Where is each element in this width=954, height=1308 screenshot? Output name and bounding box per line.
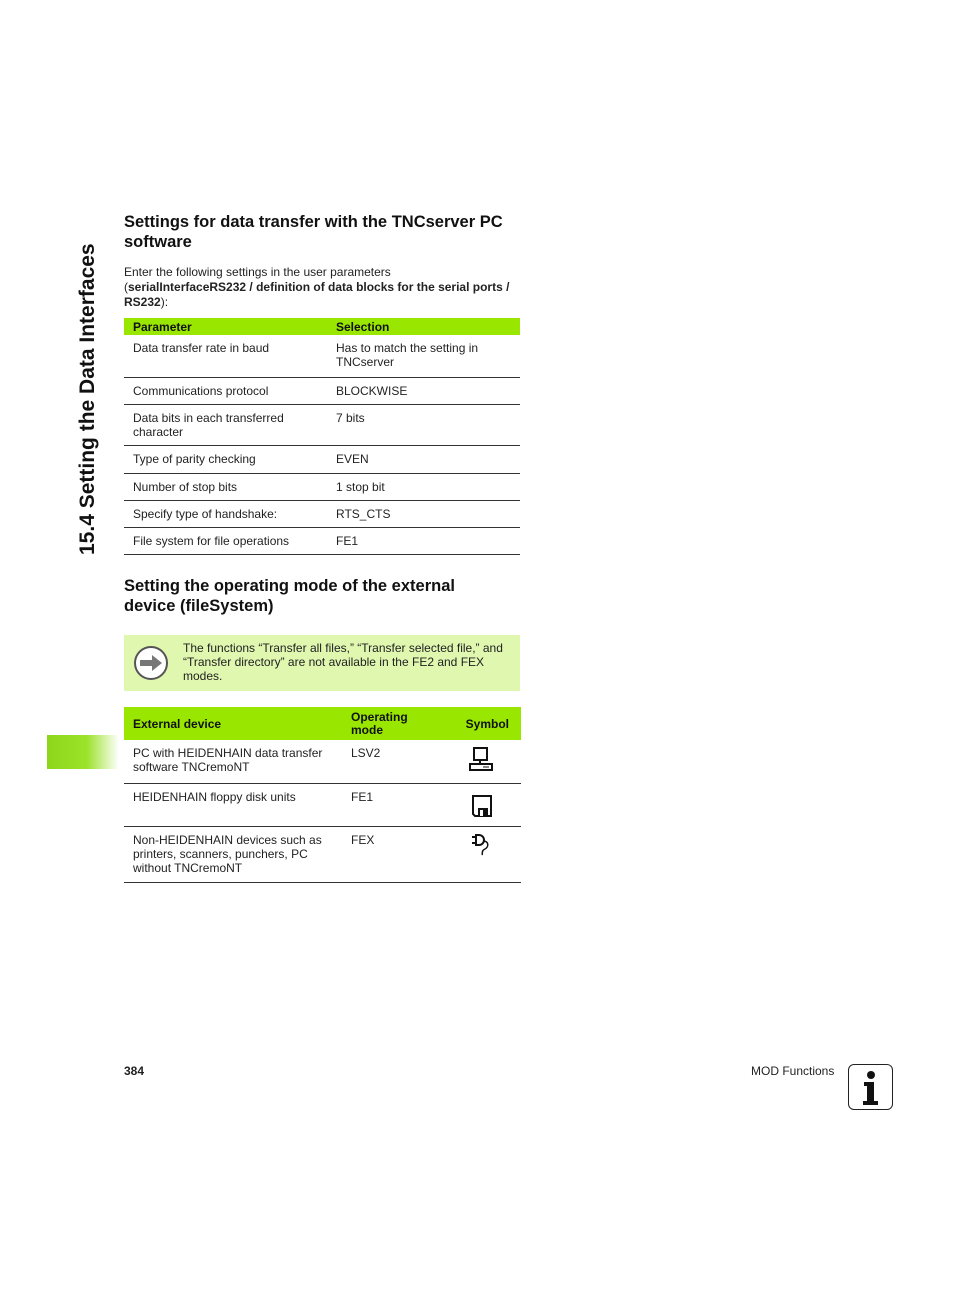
column-header: Parameter bbox=[124, 318, 327, 335]
arrow-right-icon bbox=[134, 646, 168, 680]
intro-paren: ): bbox=[160, 295, 169, 309]
cell: FEX bbox=[342, 826, 440, 882]
table-row bbox=[124, 500, 520, 527]
note-box bbox=[124, 635, 520, 691]
section-intro bbox=[124, 265, 524, 310]
cell: EVEN bbox=[327, 445, 520, 473]
footer-chapter: MOD Functions bbox=[751, 1064, 835, 1078]
cell: BLOCKWISE bbox=[327, 377, 520, 404]
settings-table bbox=[124, 318, 520, 555]
column-header: Selection bbox=[327, 318, 520, 335]
table-row bbox=[124, 783, 521, 826]
cell: File system for file operations bbox=[124, 527, 327, 554]
cell: Communications protocol bbox=[124, 377, 327, 404]
intro-parameter-path: serialInterfaceRS232 / definition of data blocks for the serial ports / RS232 bbox=[124, 280, 510, 309]
chapter-tab-marker bbox=[47, 735, 119, 769]
floppy-icon bbox=[440, 783, 521, 826]
note-text: The functions “Transfer all files,” “Transfer selected file,” and “Transfer directory” are not available in the FE2 and FEX modes. bbox=[183, 641, 503, 683]
info-icon bbox=[848, 1064, 893, 1110]
intro-text: Enter the following settings in the user parameters bbox=[124, 265, 391, 279]
table-row bbox=[124, 473, 520, 500]
page-number: 384 bbox=[124, 1064, 145, 1078]
cell: PC with HEIDENHAIN data transfer software TNCremoNT bbox=[124, 740, 342, 783]
intro-paren: ( bbox=[124, 280, 128, 294]
cell: HEIDENHAIN floppy disk units bbox=[124, 783, 342, 826]
table-row bbox=[124, 740, 521, 783]
cell: RTS_CTS bbox=[327, 500, 520, 527]
table-row bbox=[124, 377, 520, 404]
plug-icon bbox=[440, 826, 521, 882]
operating-mode-table bbox=[124, 707, 521, 883]
table-row bbox=[124, 826, 521, 882]
chapter-side-heading: 15.4 Setting the Data Interfaces bbox=[76, 243, 99, 555]
cell: 1 stop bit bbox=[327, 473, 520, 500]
cell: Has to match the setting in TNCserver bbox=[327, 335, 520, 377]
section-title-tncserver: Settings for data transfer with the TNCserver PC software bbox=[124, 213, 503, 251]
section-title-filesystem: Setting the operating mode of the external device (fileSystem) bbox=[124, 577, 455, 615]
cell: FE1 bbox=[327, 527, 520, 554]
pc-icon bbox=[440, 740, 521, 783]
cell: Type of parity checking bbox=[124, 445, 327, 473]
table-row bbox=[124, 527, 520, 554]
column-header: Operating mode bbox=[342, 707, 440, 740]
cell: LSV2 bbox=[342, 740, 440, 783]
table-row bbox=[124, 445, 520, 473]
cell: Non-HEIDENHAIN devices such as printers, scanners, punchers, PC without TNCremoNT bbox=[124, 826, 342, 882]
column-header: External device bbox=[124, 707, 342, 740]
cell: FE1 bbox=[342, 783, 440, 826]
cell: Data bits in each transferred character bbox=[124, 404, 327, 445]
cell: 7 bits bbox=[327, 404, 520, 445]
cell: Data transfer rate in baud bbox=[124, 335, 327, 377]
table-row bbox=[124, 335, 520, 377]
cell: Specify type of handshake: bbox=[124, 500, 327, 527]
cell: Number of stop bits bbox=[124, 473, 327, 500]
column-header: Symbol bbox=[440, 707, 521, 740]
table-row bbox=[124, 404, 520, 445]
